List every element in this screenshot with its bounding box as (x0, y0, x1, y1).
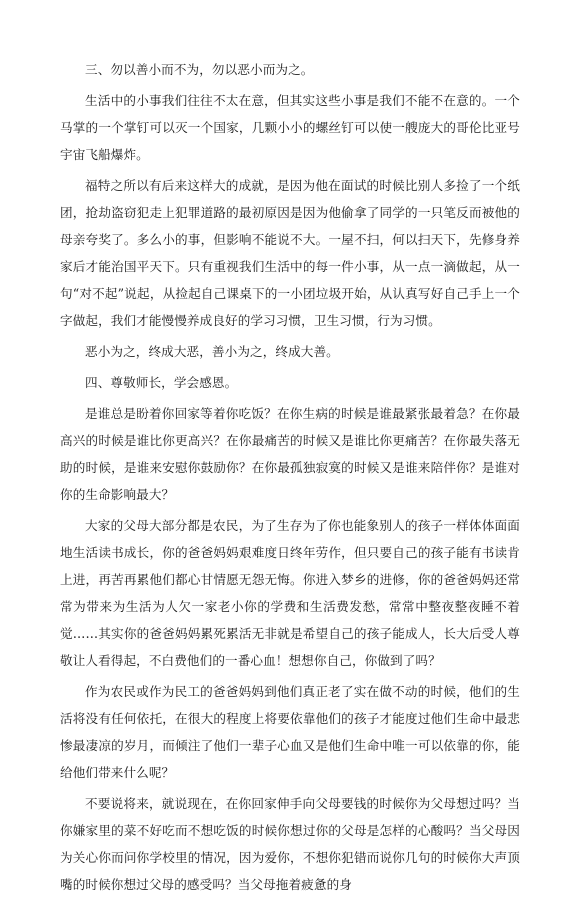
paragraph-parents-old-age: 作为农民或作为民工的爸爸妈妈到他们真正老了实在做不动的时候，他们的生活将没有任何依托，在很大的程度上将要依靠他们的孩子才能度过他们生命中最悲惨最凄凉的岁月，而倾注了他们一辈子心血又是他们生命中唯一可以依靠的你，能给他们带来什么呢？ (60, 684, 520, 780)
paragraph-small-things: 生活中的小事我们往往不太在意，但其实这些小事是我们不能不在意的。一个马掌的一个掌钉可以灭一个国家，几颗小小的螺丝钉可以使一艘庞大的哥伦比亚号宇宙飞船爆炸。 (60, 93, 520, 162)
section-heading-3: 三、勿以善小而不为，勿以恶小而为之。 (85, 62, 314, 77)
paragraph-good-evil-summary: 恶小为之，终成大恶，善小为之，终成大善。 (85, 344, 339, 359)
paragraph-now: 不要说将来，就说现在，在你回家伸手向父母要钱的时候你为父母想过吗？当你嫌家里的菜不好吃而不想吃饭的时候你想过你的父母是怎样的心酸吗？当父母因为关心你而问你学校里的情况，因为爱你，不想你犯错而说你几句的时候你大声顶嘴的时候你想过父母的感受吗？当父母拖着疲惫的身 (60, 796, 520, 892)
document-page (60, 56, 520, 898)
section-heading-4: 四、尊敬师长，学会感恩。 (85, 375, 238, 390)
paragraph-who-cares: 是谁总是盼着你回家等着你吃饭？在你生病的时候是谁最紧张最着急？在你最高兴的时候是谁比你更高兴？在你最痛苦的时候又是谁比你更痛苦？在你最失落无助的时候，是谁来安慰你鼓励你？在你最孤独寂寞的时候又是谁来陪伴你？是谁对你的生命影响最大？ (60, 406, 520, 502)
paragraph-parents-farmers: 大家的父母大部分都是农民，为了生存为了你也能象别人的孩子一样体体面面地生活读书成长，你的爸爸妈妈艰难度日终年劳作，但只要自己的孩子能有书读肯上进，再苦再累他们都心甘情愿无怨无悔。你进入梦乡的进修，你的爸爸妈妈还常常为带来为生活为人欠一家老小你的学费和生活费发愁，常常中整夜整夜睡不着觉……其实你的爸爸妈妈累死累活无非就是希望自己的孩子能成人，长大后受人尊敬让人看得起，不白费他们的一番心血！想想你自己，你做到了吗？ (60, 518, 520, 668)
paragraph-ford-example: 福特之所以有后来这样大的成就，是因为他在面试的时候比别人多捡了一个纸团，抢劫盗窃犯走上犯罪道路的最初原因是因为他偷拿了同学的一只笔反而被他的母亲夸奖了。多么小的事，但影响不能说不大。一屋不扫，何以扫天下，先修身养家后才能治国平天下。只有重视我们生活中的每一件小事，从一点一滴做起，从一句“对不起”说起，从捡起自己课桌下的一小团垃圾开始，从认真写好自己手上一个字做起，我们才能慢慢养成良好的学习习惯，卫生习惯，行为习惯。 (60, 178, 520, 328)
